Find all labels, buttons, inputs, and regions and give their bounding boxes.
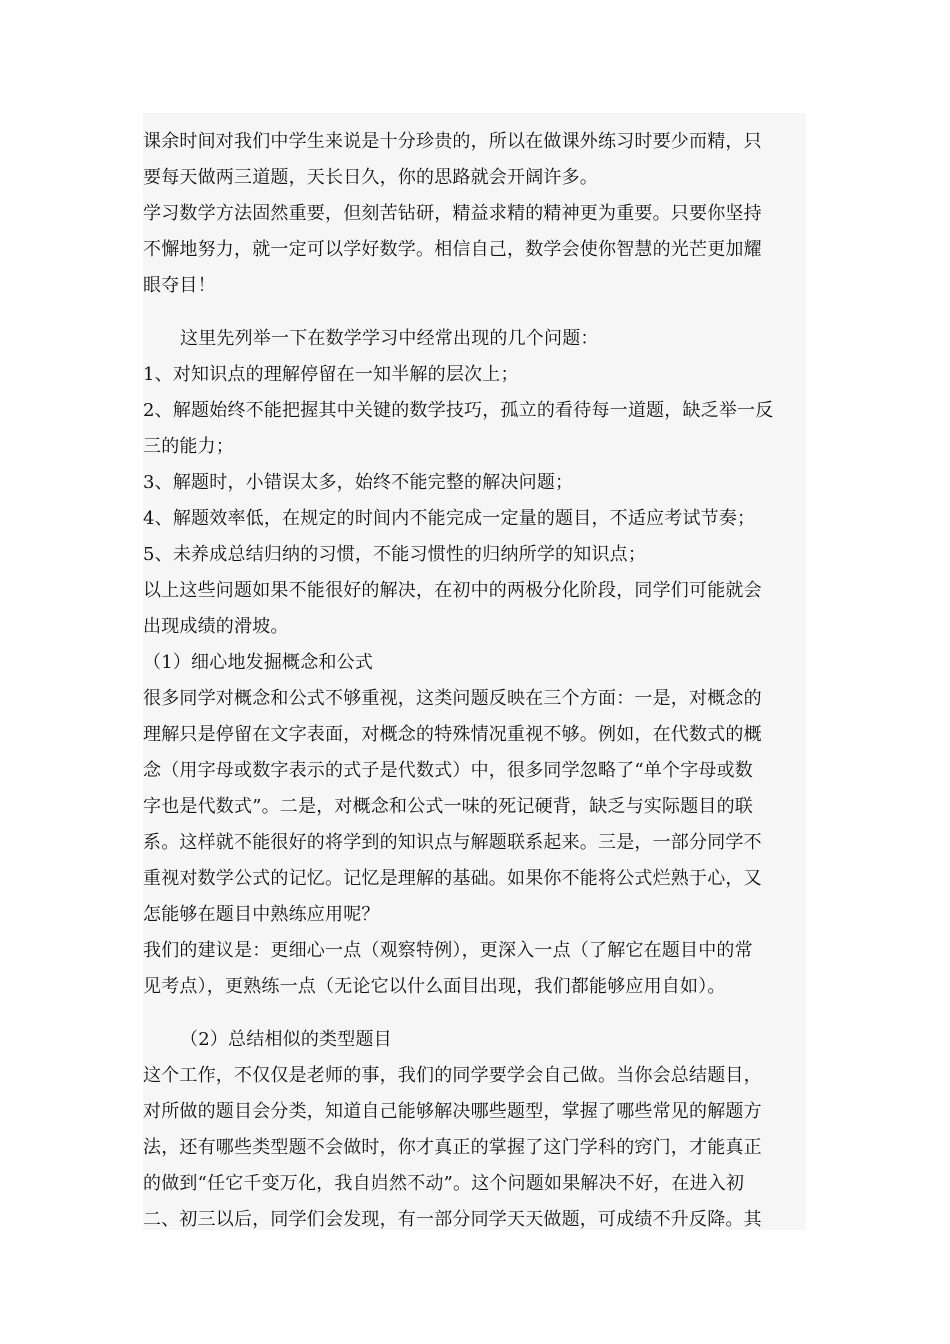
text-line: 系。这样就不能很好的将学到的知识点与解题联系起来。三是，一部分同学不 [143, 832, 762, 853]
text-line: 眼夺目！ [143, 275, 216, 296]
text-line: 以上这些问题如果不能很好的解决，在初中的两极分化阶段，同学们可能就会 [143, 580, 762, 601]
text-line: 学习数学方法固然重要，但刻苦钻研，精益求精的精神更为重要。只要你坚持 [143, 203, 762, 224]
text-line: 要每天做两三道题，天长日久，你的思路就会开阔许多。 [143, 167, 598, 188]
section-heading: （1）细心地发掘概念和公式 [143, 652, 374, 673]
text-line: 三的能力； [143, 436, 234, 457]
text-line: 1、对知识点的理解停留在一知半解的层次上； [143, 364, 519, 385]
text-line: 5、未养成总结归纳的习惯，不能习惯性的归纳所学的知识点； [143, 544, 647, 565]
text-line: 这个工作，不仅仅是老师的事，我们的同学要学会自己做。当你会总结题目， [143, 1065, 762, 1086]
text-line: 二、初三以后，同学们会发现，有一部分同学天天做题，可成绩不升反降。其 [143, 1209, 762, 1230]
section-heading: （2）总结相似的类型题目 [180, 1029, 392, 1050]
text-line: 见考点），更熟练一点（无论它以什么面目出现，我们都能够应用自如）。 [143, 976, 726, 997]
text-line: 很多同学对概念和公式不够重视，这类问题反映在三个方面：一是，对概念的 [143, 688, 762, 709]
text-line: 我们的建议是：更细心一点（观察特例），更深入一点（了解它在题目中的常 [143, 940, 753, 961]
document-body [143, 113, 806, 1230]
text-line: 字也是代数式”。二是，对概念和公式一味的死记硬背，缺乏与实际题目的联 [143, 796, 753, 817]
text-line: 这里先列举一下在数学学习中经常出现的几个问题： [180, 328, 599, 349]
text-line: 念（用字母或数字表示的式子是代数式）中，很多同学忽略了“单个字母或数 [143, 760, 753, 781]
text-line: 2、解题始终不能把握其中关键的数学技巧，孤立的看待每一道题，缺乏举一反 [143, 400, 774, 421]
text-line: 重视对数学公式的记忆。记忆是理解的基础。如果你不能将公式烂熟于心，又 [143, 868, 762, 889]
text-line: 课余时间对我们中学生来说是十分珍贵的，所以在做课外练习时要少而精，只 [143, 131, 762, 152]
text-line: 的做到“任它千变万化，我自岿然不动”。这个问题如果解决不好，在进入初 [143, 1173, 745, 1194]
text-line: 理解只是停留在文字表面，对概念的特殊情况重视不够。例如，在代数式的概 [143, 724, 762, 745]
text-line: 对所做的题目会分类，知道自己能够解决哪些题型，掌握了哪些常见的解题方 [143, 1101, 762, 1122]
text-line: 出现成绩的滑坡。 [143, 616, 289, 637]
text-line: 法，还有哪些类型题不会做时，你才真正的掌握了这门学科的窍门，才能真正 [143, 1137, 762, 1158]
text-line: 3、解题时，小错误太多，始终不能完整的解决问题； [143, 472, 574, 493]
text-line: 4、解题效率低，在规定的时间内不能完成一定量的题目，不适应考试节奏； [143, 508, 756, 529]
text-line: 怎能够在题目中熟练应用呢？ [143, 904, 380, 925]
text-line: 不懈地努力，就一定可以学好数学。相信自己，数学会使你智慧的光芒更加耀 [143, 239, 762, 260]
